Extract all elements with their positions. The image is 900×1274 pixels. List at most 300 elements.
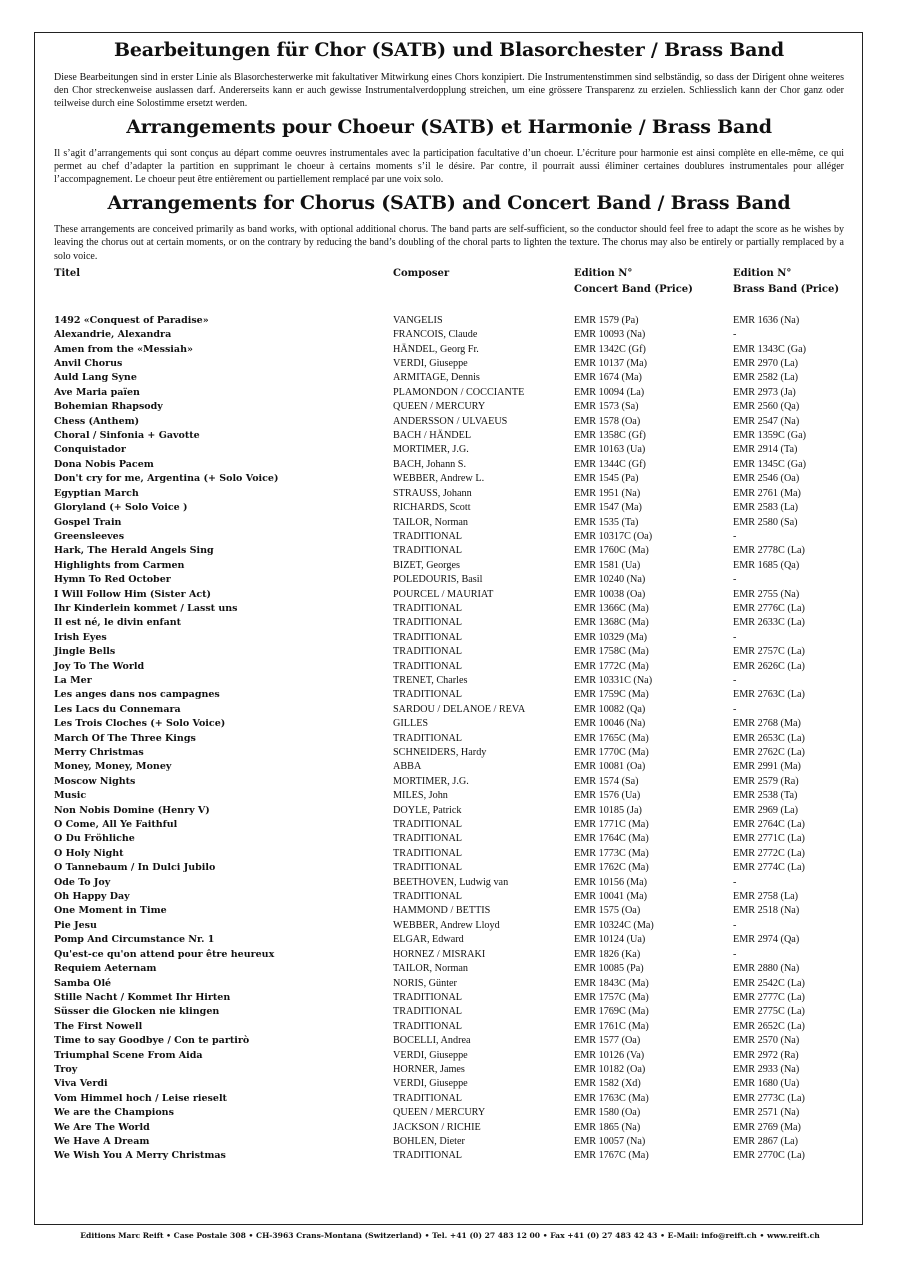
table-row [54,732,844,746]
row-title: Amen from the «Messiah» [54,343,193,355]
header-concert-edition: Edition N° [574,267,633,279]
table-row [54,458,844,472]
row-composer: BOHLEN, Dieter [393,1135,465,1147]
table-row [54,760,844,774]
row-composer: ARMITAGE, Dennis [393,372,480,384]
row-composer: TRADITIONAL [393,617,463,629]
row-concert-band: EMR 1865 (Na) [574,1121,641,1133]
table-row [54,602,844,616]
row-composer: HORNER, James [393,1063,465,1075]
row-composer: FRANCOIS, Claude [393,329,478,341]
row-title: 1492 «Conquest of Paradise» [54,314,209,326]
row-brass-band: EMR 2914 (Ta) [733,444,798,456]
row-brass-band: EMR 2755 (Na) [733,588,800,600]
row-brass-band: EMR 2580 (Sa) [733,516,798,528]
row-title: Egyptian March [54,487,139,499]
row-composer: HORNEZ / MISRAKI [393,948,486,960]
row-brass-band: EMR 2547 (Na) [733,415,800,427]
row-composer: TRADITIONAL [393,530,463,542]
row-brass-band: EMR 2768 (Ma) [733,718,801,730]
row-brass-band: EMR 2582 (La) [733,372,799,384]
row-composer: TRADITIONAL [393,1092,463,1104]
row-brass-band: EMR 2933 (Na) [733,1063,800,1075]
row-concert-band: EMR 1761C (Ma) [574,1020,649,1032]
row-concert-band: EMR 10093 (Na) [574,329,646,341]
row-composer: BEETHOVEN, Ludwig van [393,876,509,888]
table-row [54,1135,844,1149]
row-brass-band: EMR 2880 (Na) [733,963,800,975]
row-title: Joy To The World [54,660,145,672]
row-brass-band: - [733,574,737,586]
row-concert-band: EMR 1575 (Oa) [574,905,641,917]
row-composer: TRADITIONAL [393,833,463,845]
row-composer: JACKSON / RICHIE [393,1121,481,1133]
row-brass-band: EMR 2867 (La) [733,1135,799,1147]
row-concert-band: EMR 1573 (Sa) [574,401,639,413]
row-composer: ANDERSSON / ULVAEUS [393,415,508,427]
row-concert-band: EMR 1826 (Ka) [574,948,641,960]
row-composer: TRADITIONAL [393,545,463,557]
row-title: Non Nobis Domine (Henry V) [54,804,210,816]
row-brass-band: - [733,631,737,643]
table-row [54,847,844,861]
table-row [54,1063,844,1077]
row-concert-band: EMR 1843C (Ma) [574,977,649,989]
row-composer: TRADITIONAL [393,819,463,831]
row-composer: VERDI, Giuseppe [393,1049,468,1061]
row-title: Gloryland (+ Solo Voice ) [54,502,188,514]
row-title: Stille Nacht / Kommet Ihr Hirten [54,991,231,1003]
row-composer: TRENET, Charles [393,674,468,686]
table-row [54,516,844,530]
row-brass-band: EMR 2757C (La) [733,646,805,658]
row-brass-band: EMR 2769 (Ma) [733,1121,801,1133]
row-composer: DOYLE, Patrick [393,804,462,816]
row-title: Süsser die Glocken nie klingen [54,1006,220,1018]
row-concert-band: EMR 10163 (Ua) [574,444,646,456]
row-brass-band: EMR 2771C (La) [733,833,805,845]
row-composer: WEBBER, Andrew L. [393,473,485,485]
row-title: Anvil Chorus [54,358,123,370]
row-title: Ave Maria païen [54,386,140,398]
row-brass-band: EMR 1685 (Qa) [733,559,800,571]
row-brass-band: EMR 2776C (La) [733,602,805,614]
row-brass-band: EMR 2518 (Na) [733,905,800,917]
row-brass-band: EMR 2973 (Ja) [733,386,796,398]
row-brass-band: - [733,919,737,931]
row-title: La Mer [54,674,92,686]
row-brass-band: EMR 2626C (La) [733,660,805,672]
row-brass-band: EMR 2991 (Ma) [733,761,801,773]
row-concert-band: EMR 1581 (Ua) [574,559,641,571]
row-concert-band: EMR 1758C (Ma) [574,646,649,658]
row-concert-band: EMR 10240 (Na) [574,574,646,586]
row-title: Alexandrie, Alexandra [54,329,172,341]
row-title: Moscow Nights [54,775,136,787]
row-title: Bohemian Rhapsody [54,401,163,413]
row-brass-band: EMR 2633C (La) [733,617,805,629]
table-row [54,861,844,875]
row-concert-band: EMR 1582 (Xd) [574,1078,641,1090]
table-row [54,357,844,371]
row-composer: TRADITIONAL [393,631,463,643]
table-row [54,804,844,818]
row-brass-band: EMR 2778C (La) [733,545,805,557]
header-brass-band: Brass Band (Price) [733,283,840,295]
table-row [54,1005,844,1019]
row-concert-band: EMR 10329 (Ma) [574,631,648,643]
row-composer: TRADITIONAL [393,1006,463,1018]
row-title: We Are The World [54,1121,150,1133]
row-brass-band: EMR 1345C (Ga) [733,458,807,470]
row-title: I Will Follow Him (Sister Act) [54,588,212,600]
row-concert-band: EMR 1762C (Ma) [574,862,649,874]
row-title: Greensleeves [54,530,125,542]
row-brass-band: EMR 2571 (Na) [733,1107,800,1119]
row-composer: GILLES [393,718,429,730]
row-composer: QUEEN / MERCURY [393,1107,486,1119]
row-composer: MORTIMER, J.G. [393,775,469,787]
row-title: Ode To Joy [54,876,111,888]
row-composer: TRADITIONAL [393,1020,463,1032]
row-composer: NORIS, Günter [393,977,457,989]
table-row [54,544,844,558]
row-title: Money, Money, Money [54,761,172,773]
row-title: Hark, The Herald Angels Sing [54,545,214,557]
row-concert-band: EMR 1674 (Ma) [574,372,642,384]
row-concert-band: EMR 1760C (Ma) [574,545,649,557]
row-composer: TRADITIONAL [393,689,463,701]
row-concert-band: EMR 1342C (Gf) [574,343,646,355]
header-title: Titel [54,267,81,279]
row-composer: WEBBER, Andrew Lloyd [393,919,500,931]
row-title: Highlights from Carmen [54,559,185,571]
row-title: One Moment in Time [54,905,167,917]
row-brass-band: EMR 2583 (La) [733,502,799,514]
table-row [54,487,844,501]
row-concert-band: EMR 10137 (Ma) [574,358,648,370]
row-title: Don't cry for me, Argentina (+ Solo Voice) [54,473,279,485]
row-composer: BACH / HÄNDEL [393,430,472,442]
row-composer: QUEEN / MERCURY [393,401,486,413]
row-concert-band: EMR 10185 (Ja) [574,804,642,816]
row-title: Pomp And Circumstance Nr. 1 [54,934,215,946]
row-brass-band: EMR 2538 (Ta) [733,790,798,802]
row-composer: MORTIMER, J.G. [393,444,469,456]
table-row [54,904,844,918]
row-concert-band: EMR 10126 (Va) [574,1049,645,1061]
row-concert-band: EMR 10182 (Oa) [574,1063,646,1075]
row-brass-band: - [733,530,737,542]
table-row [54,991,844,1005]
row-brass-band: EMR 2758 (La) [733,891,799,903]
row-brass-band: EMR 2770C (La) [733,1150,805,1162]
row-concert-band: EMR 10041 (Ma) [574,891,648,903]
row-brass-band: EMR 2974 (Qa) [733,934,800,946]
row-brass-band: EMR 2652C (La) [733,1020,805,1032]
table-row [54,1149,844,1163]
row-composer: POLEDOURIS, Basil [393,574,483,586]
row-brass-band: EMR 2542C (La) [733,977,805,989]
row-concert-band: EMR 1757C (Ma) [574,991,649,1003]
row-title: The First Nowell [54,1020,143,1032]
row-brass-band: EMR 2570 (Na) [733,1035,800,1047]
row-composer: SCHNEIDERS, Hardy [393,747,487,759]
catalog-table [54,314,844,1164]
table-row [54,530,844,544]
table-row [54,674,844,688]
row-concert-band: EMR 10082 (Qa) [574,703,646,715]
row-concert-band: EMR 10156 (Ma) [574,876,648,888]
row-brass-band: EMR 2761 (Ma) [733,487,801,499]
row-brass-band: EMR 2969 (La) [733,804,799,816]
table-row [54,977,844,991]
table-row [54,703,844,717]
row-brass-band: EMR 1359C (Ga) [733,430,807,442]
row-composer: VERDI, Giuseppe [393,358,468,370]
table-row [54,919,844,933]
row-brass-band: EMR 2772C (La) [733,847,805,859]
row-title: Choral / Sinfonia + Gavotte [54,430,200,442]
row-concert-band: EMR 1545 (Pa) [574,473,639,485]
row-composer: SARDOU / DELANOE / REVA [393,703,526,715]
row-composer: TRADITIONAL [393,891,463,903]
row-concert-band: EMR 1358C (Gf) [574,430,646,442]
table-row [54,371,844,385]
row-concert-band: EMR 1579 (Pa) [574,314,639,326]
table-row [54,415,844,429]
row-title: Auld Lang Syne [54,372,137,384]
table-row [54,501,844,515]
publisher-footer: Editions Marc Reift • Case Postale 308 • CH-3963 Crans-Montana (Switzerland) • Tel. +41 (0) 27 483 12 00 • Fax +41 (0) 27 483 42 43 • E-Mail: info@reift.ch • www.reift.ch [80,1231,820,1240]
row-concert-band: EMR 10094 (La) [574,386,645,398]
row-brass-band: - [733,876,737,888]
row-composer: TRADITIONAL [393,1150,463,1162]
row-concert-band: EMR 1577 (Oa) [574,1035,641,1047]
row-title: Les anges dans nos campagnes [54,689,220,701]
row-composer: TRADITIONAL [393,732,463,744]
row-composer: ELGAR, Edward [393,934,464,946]
row-title: Dona Nobis Pacem [54,458,154,470]
row-title: Les Lacs du Connemara [54,703,181,715]
table-row [54,660,844,674]
row-title: March Of The Three Kings [54,732,196,744]
row-composer: HAMMOND / BETTIS [393,905,491,917]
header-concert-band: Concert Band (Price) [574,283,693,295]
row-title: Samba Olé [54,977,112,989]
table-row [54,890,844,904]
row-brass-band: EMR 2970 (La) [733,358,799,370]
row-brass-band: EMR 2560 (Qa) [733,401,800,413]
row-concert-band: EMR 10324C (Ma) [574,919,654,931]
catalog-content [54,38,844,1164]
row-title: Time to say Goodbye / Con te partirò [54,1035,250,1047]
table-row [54,1121,844,1135]
intro-french: Il s’agit d’arrangements qui sont conçus au départ comme oeuvres instrumentales avec la participation facultative d’un choeur. L’écriture pour harmonie est ainsi complète en elle-même, ce qui permet au chef d’adapter la partition en supprimant le choeur à certains moments s’il le désire. Par contre, il pourrait aussi éliminer certaines doublures instrumentales pour alléger l’accompagnement. Le choeur peut être entièrement ou partiellement remplacé par une voix solo. [54,147,844,186]
row-title: O Holy Night [54,847,124,859]
row-composer: HÄNDEL, Georg Fr. [393,343,479,355]
table-row [54,631,844,645]
table-row [54,328,844,342]
row-composer: VERDI, Giuseppe [393,1078,468,1090]
table-row [54,746,844,760]
row-composer: BOCELLI, Andrea [393,1035,471,1047]
table-row [54,933,844,947]
row-composer: TRADITIONAL [393,602,463,614]
row-brass-band: EMR 2777C (La) [733,991,805,1003]
row-title: O Du Fröhliche [54,833,135,845]
row-concert-band: EMR 1771C (Ma) [574,819,649,831]
table-row [54,876,844,890]
row-title: We Have A Dream [54,1135,150,1147]
row-concert-band: EMR 1773C (Ma) [574,847,649,859]
table-row [54,559,844,573]
heading-german: Bearbeitungen für Chor (SATB) und Blasorchester / Brass Band [114,39,784,61]
row-composer: TAILOR, Norman [393,516,469,528]
row-concert-band: EMR 10124 (Ua) [574,934,646,946]
table-row [54,429,844,443]
row-composer: PLAMONDON / COCCIANTE [393,386,525,398]
row-concert-band: EMR 1759C (Ma) [574,689,649,701]
row-title: Chess (Anthem) [54,415,140,427]
table-row [54,775,844,789]
row-concert-band: EMR 1772C (Ma) [574,660,649,672]
row-composer: POURCEL / MAURIAT [393,588,494,600]
row-title: We Wish You A Merry Christmas [54,1150,226,1162]
row-title: O Come, All Ye Faithful [54,819,178,831]
row-brass-band: EMR 2774C (La) [733,862,805,874]
table-header [54,266,844,306]
row-concert-band: EMR 1951 (Na) [574,487,641,499]
row-brass-band: EMR 2579 (Ra) [733,775,799,787]
row-concert-band: EMR 1769C (Ma) [574,1006,649,1018]
row-composer: RICHARDS, Scott [393,502,471,514]
row-brass-band: EMR 2775C (La) [733,1006,805,1018]
table-row [54,1092,844,1106]
row-brass-band: EMR 2773C (La) [733,1092,805,1104]
row-concert-band: EMR 1767C (Ma) [574,1150,649,1162]
table-row [54,588,844,602]
row-concert-band: EMR 10331C (Na) [574,674,653,686]
row-title: Triumphal Scene From Aida [54,1049,203,1061]
row-title: Merry Christmas [54,747,144,759]
table-row [54,948,844,962]
row-brass-band: EMR 1636 (Na) [733,314,800,326]
row-title: Irish Eyes [54,631,107,643]
row-title: Qu'est-ce qu'on attend pour être heureux [54,948,275,960]
row-composer: BACH, Johann S. [393,458,467,470]
table-row [54,1077,844,1091]
row-brass-band: - [733,703,737,715]
row-concert-band: EMR 1578 (Oa) [574,415,641,427]
row-brass-band: - [733,674,737,686]
row-brass-band: EMR 1680 (Ua) [733,1078,800,1090]
table-row [54,688,844,702]
table-row [54,573,844,587]
intro-german: Diese Bearbeitungen sind in erster Linie als Blasorchesterwerke mit fakultativer Mitwirkung eines Chors konzipiert. Die Instrumentenstimmen sind selbständig, so dass der Dirigent ohne weiteres den Chor streckenweise auslassen darf. Andererseits kann er auch gewisse Instrumentalverdopplung streichen, um eine grössere Transparenz zu erzielen. Schliesslich kann der Chor ganz oder teilweise durch eine Solostimme ersetzt werden. [54,72,844,110]
table-row [54,1020,844,1034]
table-row [54,818,844,832]
row-brass-band: EMR 2762C (La) [733,747,805,759]
row-concert-band: EMR 1344C (Gf) [574,458,646,470]
intro-english: These arrangements are conceived primarily as band works, with optional additional chorus. The band parts are self-sufficient, so the conductor should feel free to adapt the score as he wishes by leaving the chorus out at certain moments, or on the contrary by reducing the band’s doubling of the choral parts to lighten the texture. The chorus may also be entirely or partially remplaced by a solo voice. [54,224,844,262]
row-composer: TRADITIONAL [393,991,463,1003]
row-concert-band: EMR 1770C (Ma) [574,747,649,759]
row-title: Ihr Kinderlein kommet / Lasst uns [54,602,238,614]
row-composer: STRAUSS, Johann [393,487,472,499]
row-concert-band: EMR 1368C (Ma) [574,617,649,629]
row-concert-band: EMR 1763C (Ma) [574,1092,649,1104]
table-row [54,400,844,414]
row-concert-band: EMR 1580 (Oa) [574,1107,641,1119]
table-row [54,343,844,357]
table-row [54,962,844,976]
table-row [54,832,844,846]
table-row [54,1049,844,1063]
heading-french: Arrangements pour Choeur (SATB) et Harmonie / Brass Band [126,115,772,138]
table-row [54,314,844,328]
row-title: We are the Champions [54,1107,174,1119]
row-concert-band: EMR 1535 (Ta) [574,516,639,528]
table-row [54,717,844,731]
row-composer: TRADITIONAL [393,862,463,874]
header-composer: Composer [393,267,450,279]
row-title: Viva Verdi [54,1078,108,1090]
row-title: Music [54,790,87,802]
row-concert-band: EMR 10038 (Oa) [574,588,646,600]
row-composer: TAILOR, Norman [393,963,469,975]
row-brass-band: - [733,948,737,960]
row-composer: TRADITIONAL [393,660,463,672]
row-composer: TRADITIONAL [393,847,463,859]
row-title: Oh Happy Day [54,891,130,903]
row-concert-band: EMR 10046 (Na) [574,718,646,730]
row-concert-band: EMR 10317C (Oa) [574,530,653,542]
row-composer: VANGELIS [393,314,443,326]
row-brass-band: EMR 2972 (Ra) [733,1049,799,1061]
row-title: Les Trois Cloches (+ Solo Voice) [54,718,226,730]
row-brass-band: EMR 2546 (Oa) [733,473,800,485]
table-row [54,645,844,659]
row-concert-band: EMR 10057 (Na) [574,1135,646,1147]
row-brass-band: EMR 2763C (La) [733,689,805,701]
row-title: Jingle Bells [54,646,116,658]
row-concert-band: EMR 1576 (Ua) [574,790,641,802]
row-concert-band: EMR 10081 (Oa) [574,761,646,773]
row-title: O Tannebaum / In Dulci Jubilo [54,862,216,874]
row-composer: MILES, John [393,790,448,802]
row-concert-band: EMR 1764C (Ma) [574,833,649,845]
row-concert-band: EMR 1547 (Ma) [574,502,642,514]
row-composer: TRADITIONAL [393,646,463,658]
row-concert-band: EMR 1765C (Ma) [574,732,649,744]
table-row [54,1106,844,1120]
row-concert-band: EMR 10085 (Pa) [574,963,644,975]
row-title: Troy [54,1063,78,1075]
table-row [54,1034,844,1048]
row-brass-band: EMR 1343C (Ga) [733,343,807,355]
table-row [54,386,844,400]
row-brass-band: EMR 2653C (La) [733,732,805,744]
row-composer: ABBA [393,761,422,773]
row-title: Requiem Aeternam [54,963,157,975]
row-concert-band: EMR 1366C (Ma) [574,602,649,614]
row-title: Conquistador [54,444,126,456]
table-row [54,616,844,630]
heading-english: Arrangements for Chorus (SATB) and Concert Band / Brass Band [107,192,791,215]
table-row [54,789,844,803]
row-title: Il est né, le divin enfant [54,617,182,629]
